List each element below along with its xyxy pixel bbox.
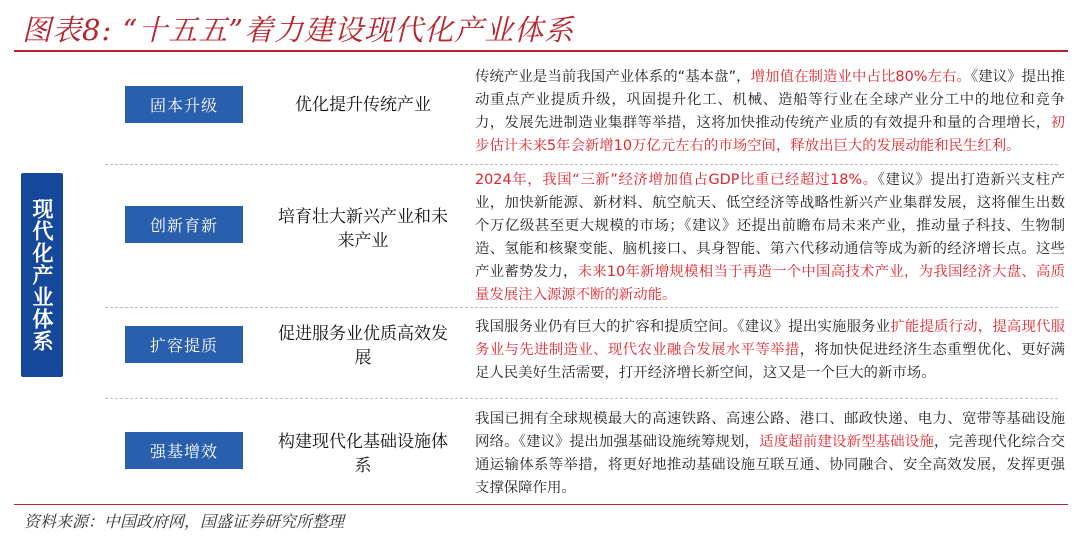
desc-service-industry xyxy=(475,316,1065,385)
highlight-text: 适度超前建设新型基础设施 xyxy=(759,434,935,450)
desc-traditional-industry xyxy=(475,66,1065,158)
row-divider xyxy=(105,398,1058,399)
side-label: 现代化产业体系 xyxy=(21,173,63,377)
subtitle-traditional-industry: 优化提升传统产业 xyxy=(295,95,431,115)
subtitle-infrastructure: 构建现代化基础设施体系 xyxy=(278,432,448,476)
highlight-text: 未来10年新增规模相当于再造一个中国高技术产业，为我国经济大盘、高质量发展注入源源不断的新动能。 xyxy=(475,264,1065,303)
body-text: 我国服务业仍有巨大的扩容和提质空间。《建议》提出实施服务业 xyxy=(475,319,891,335)
subtitle-service-industry: 促进服务业优质高效发展 xyxy=(278,324,448,368)
body-text: ，完善现代化综合交通运输体系等举措，将更好地推动基础设施互联互通、协同融合、安全高效发展，发挥更强支撑保障作用。 xyxy=(475,434,1065,496)
tag-infrastructure: 强基增效 xyxy=(125,432,243,469)
desc-infrastructure xyxy=(475,408,1065,500)
desc-emerging-industry xyxy=(475,169,1065,307)
body-text: 《建议》提出推动重点产业提质升级，巩固提升化工、机械、造船等行业在全球产业分工中的地位和竞争力，发展先进制造业集群等举措，这将加快推动传统产业质的有效提升和量的合理增长， xyxy=(475,69,1065,131)
tag-innovate: 创新育新 xyxy=(125,206,243,243)
body-text: 《建议》提出打造新兴支柱产业，加快新能源、新材料、航空航天、低空经济等战略性新兴产业集群发展，这将催生出数个万亿级甚至更大规模的市场；《建议》还提出前瞻布局未来产业，推动量子科技、生物制造、氢能和核聚变能、脑机接口、具身智能、第六代移动通信等成为新的经济增长点。这些产业蓄势发力， xyxy=(475,172,1065,280)
row-divider xyxy=(105,307,1058,308)
tag-consolidate: 固本升级 xyxy=(125,86,243,123)
row-divider xyxy=(105,164,1058,165)
tag-expand-service: 扩容提质 xyxy=(125,326,243,363)
subtitle-emerging-industry: 培育壮大新兴产业和未来产业 xyxy=(278,207,448,251)
body-text: 我国已拥有全球规模最大的高速铁路、高速公路、港口、邮政快递、电力、宽带等基础设施网络。《建议》提出加强基础设施统筹规划， xyxy=(475,411,1065,450)
body-text: 传统产业是当前我国产业体系的“基本盘”， xyxy=(475,69,751,85)
highlight-text: 2024年，我国“三新”经济增加值占GDP比重已经超过18%。 xyxy=(475,172,878,188)
highlight-text: 扩能提质行动，提高现代服务业与先进制造业、现代农业融合发展水平等举措 xyxy=(475,319,1065,358)
highlight-text: 增加值在制造业中占比80%左右。 xyxy=(750,69,971,85)
title-rule xyxy=(14,50,1068,52)
highlight-text: 初步估计未来5年会新增10万亿元左右的市场空间，释放出巨大的发展动能和民生红利。 xyxy=(475,115,1065,154)
page-title: 图表8: “十五五”着力建设现代化产业体系 xyxy=(22,13,575,47)
body-text: ，将加快促进经济生态重塑优化、更好满足人民美好生活需要，打开经济增长新空间，这又是一个巨大的新市场。 xyxy=(475,342,1065,381)
bottom-rule xyxy=(14,504,1068,505)
source-note: 资料来源：中国政府网，国盛证券研究所整理 xyxy=(24,512,345,531)
